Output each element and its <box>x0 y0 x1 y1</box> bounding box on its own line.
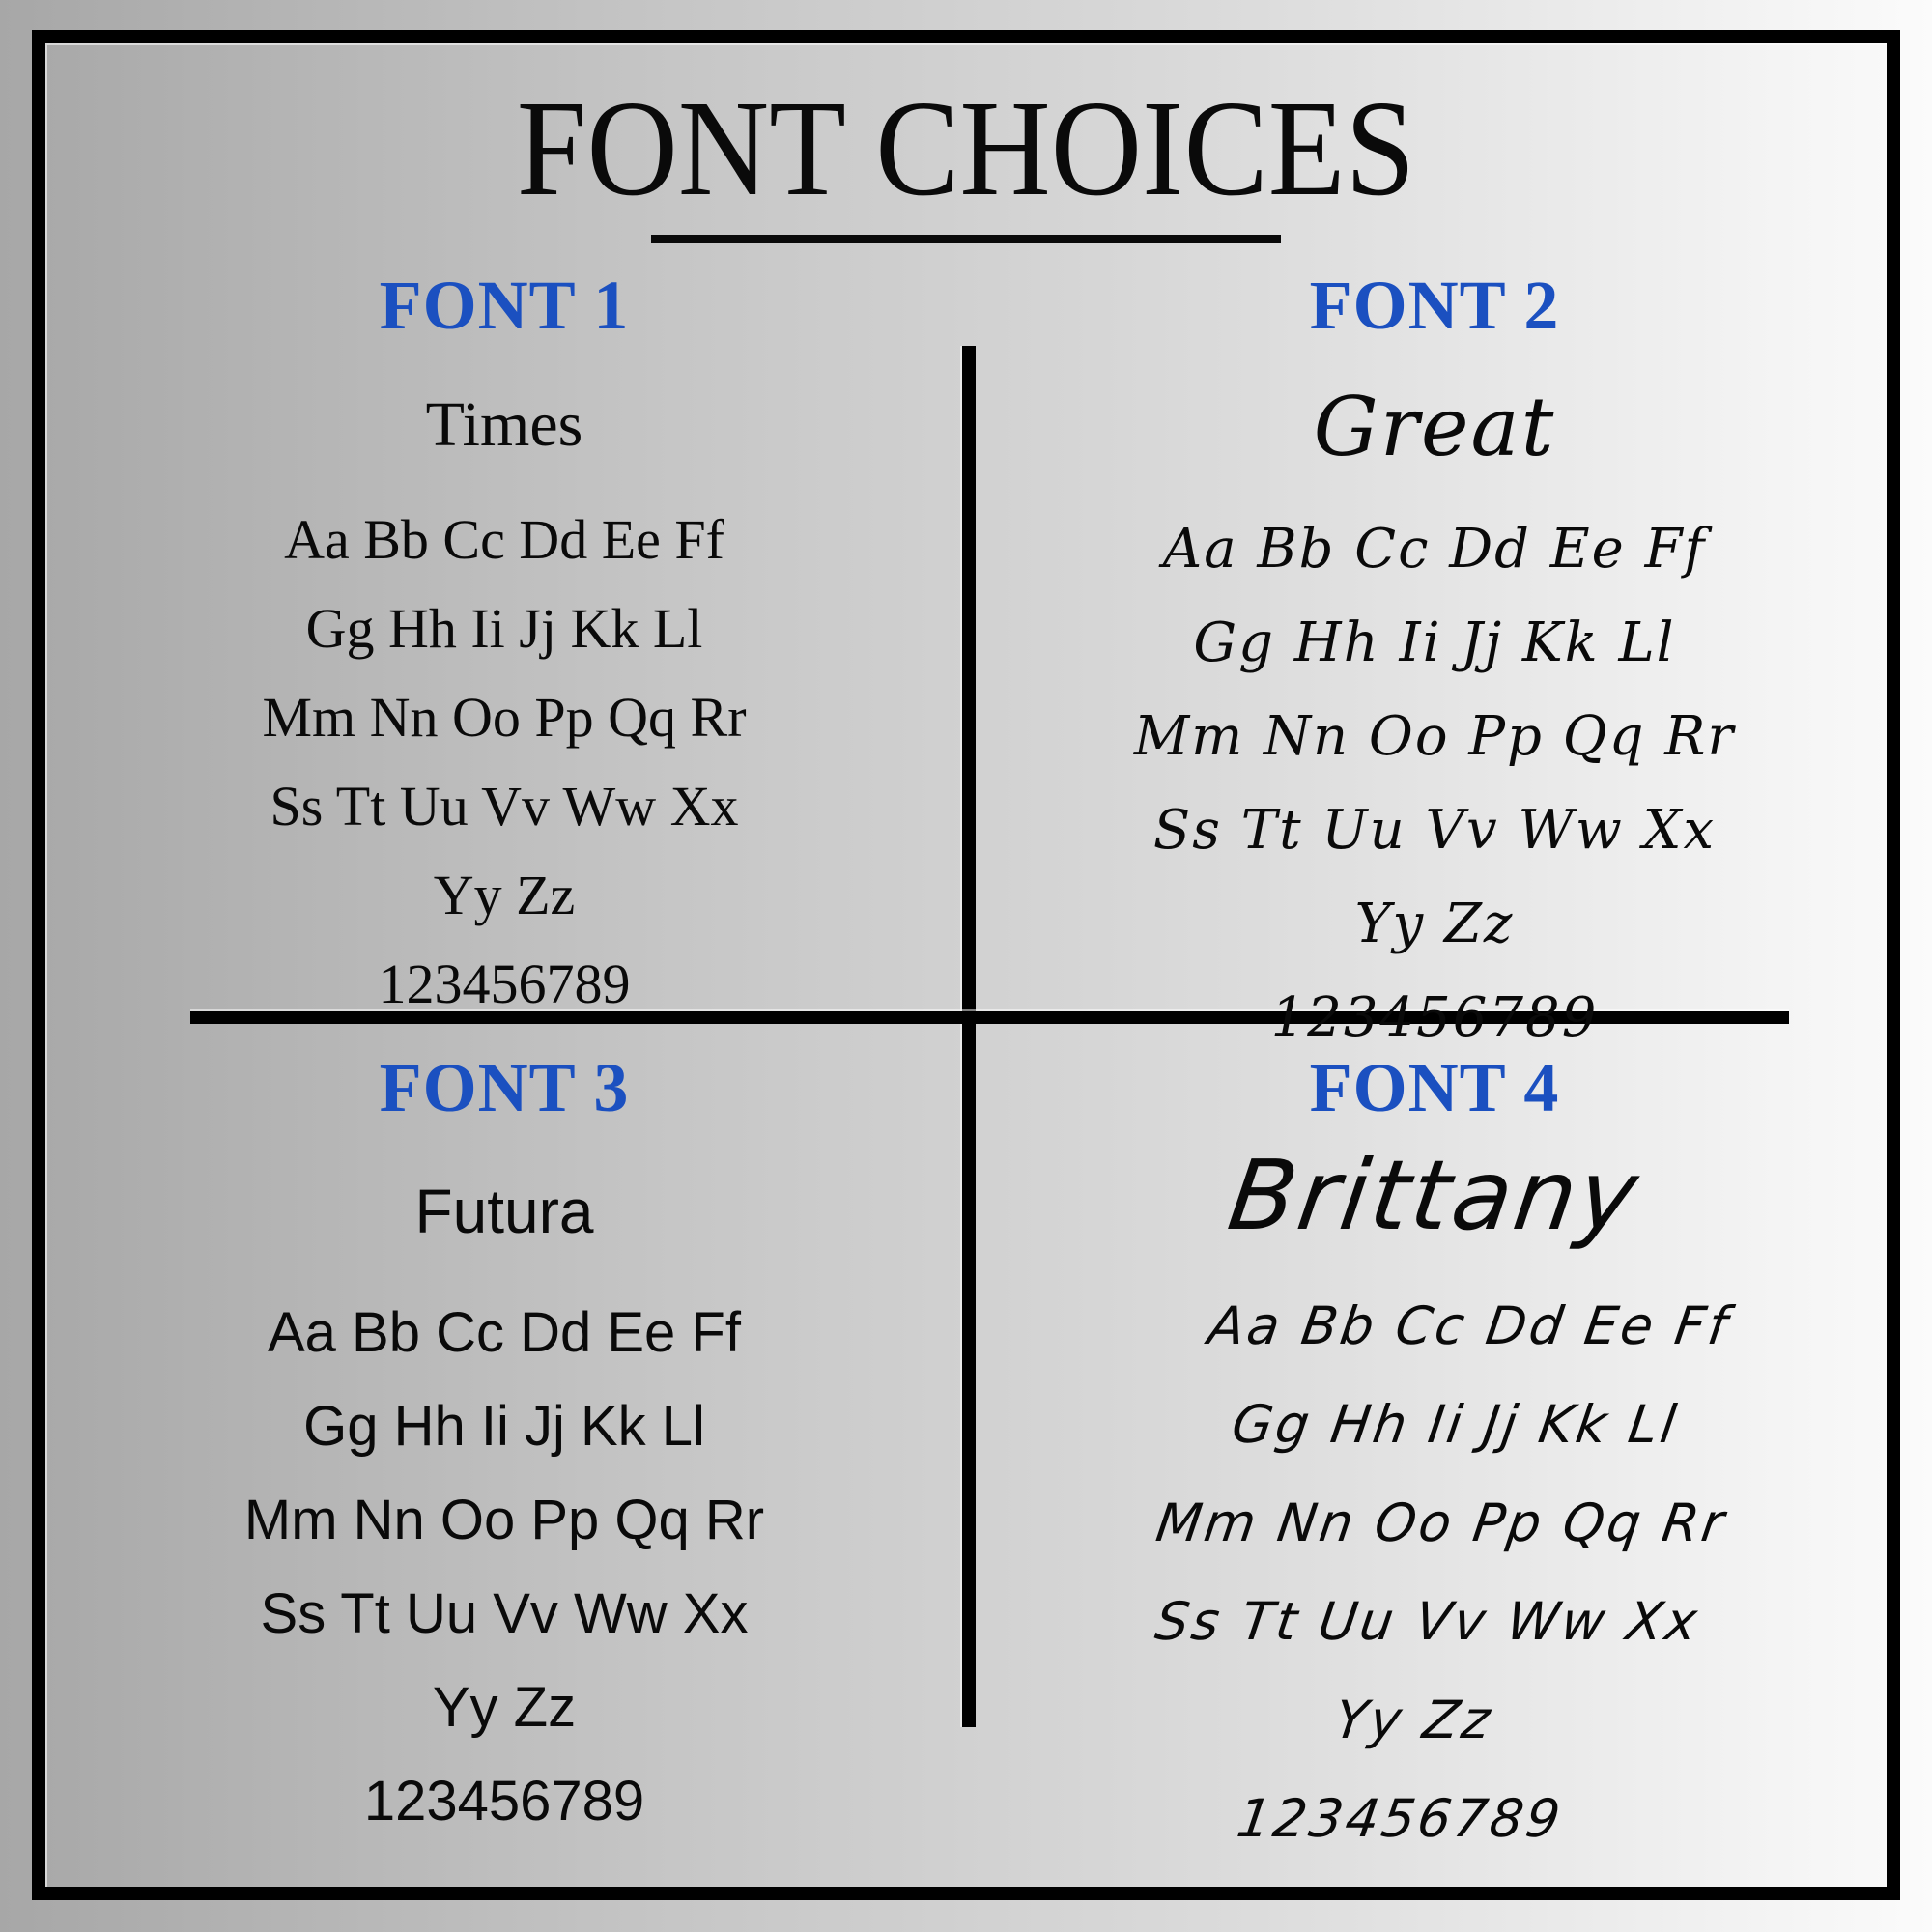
title-underline <box>651 235 1281 243</box>
font-3-heading: FONT 3 <box>379 1049 630 1126</box>
font-2-name: Great <box>1313 380 1556 474</box>
numerals-row: 123456789 <box>378 952 631 1015</box>
font-4-heading: FONT 4 <box>1309 1049 1560 1126</box>
alphabet-row: Gg Hh Ii Jj Kk Ll <box>1228 1394 1683 1455</box>
font-1-heading: FONT 1 <box>379 267 630 344</box>
vertical-divider <box>962 346 976 1727</box>
alphabet-row: Yy Zz <box>433 864 576 926</box>
quadrant-font-1 <box>45 267 963 1029</box>
alphabet-row: Gg Hh Ii Jj Kk Ll <box>303 1395 705 1458</box>
alphabet-row: Mm Nn Oo Pp Qq Rr <box>1133 705 1736 768</box>
alphabet-row: Mm Nn Oo Pp Qq Rr <box>262 686 747 749</box>
alphabet-row: Aa Bb Cc Dd Ee Ff <box>1205 1295 1734 1356</box>
quadrant-font-3 <box>45 1049 963 1848</box>
alphabet-row: Ss Tt Uu Vv Ww Xx <box>1151 1591 1704 1652</box>
alphabet-row: Aa Bb Cc Dd Ee Ff <box>268 1301 741 1364</box>
alphabet-row: Gg Hh Ii Jj Kk Ll <box>305 597 703 660</box>
alphabet-row: Aa Bb Cc Dd Ee Ff <box>1162 518 1707 581</box>
font-1-alphabet <box>45 496 963 1029</box>
numerals-row: 123456789 <box>363 1770 645 1833</box>
font-2-heading: FONT 2 <box>1309 267 1560 344</box>
font-1-name: Times <box>425 389 583 460</box>
numerals-row: 123456789 <box>1270 986 1599 1049</box>
font-4-name: Brittany <box>1221 1139 1648 1252</box>
alphabet-row: Yy Zz <box>1354 893 1515 955</box>
alphabet-row: Mm Nn Oo Pp Qq Rr <box>1152 1492 1731 1553</box>
quadrant-font-2 <box>976 267 1893 1065</box>
font-4-alphabet <box>934 1277 1932 1868</box>
numerals-row: 123456789 <box>1233 1788 1567 1849</box>
page-title: FONT CHOICES <box>516 71 1416 224</box>
alphabet-row: Aa Bb Cc Dd Ee Ff <box>284 508 724 571</box>
alphabet-row: Ss Tt Uu Vv Ww Xx <box>260 1582 749 1645</box>
font-3-alphabet <box>45 1286 963 1848</box>
font-3-name: Futura <box>414 1177 594 1246</box>
alphabet-row: Yy Zz <box>1330 1690 1497 1750</box>
alphabet-row: Yy Zz <box>432 1676 577 1739</box>
alphabet-row: Mm Nn Oo Pp Qq Rr <box>243 1489 765 1551</box>
alphabet-row: Gg Hh Ii Jj Kk Ll <box>1193 611 1676 674</box>
font-2-alphabet <box>976 502 1893 1065</box>
alphabet-row: Ss Tt Uu Vv Ww Xx <box>1152 799 1717 862</box>
quadrant-font-4 <box>976 1049 1893 1868</box>
alphabet-row: Ss Tt Uu Vv Ww Xx <box>270 775 739 838</box>
